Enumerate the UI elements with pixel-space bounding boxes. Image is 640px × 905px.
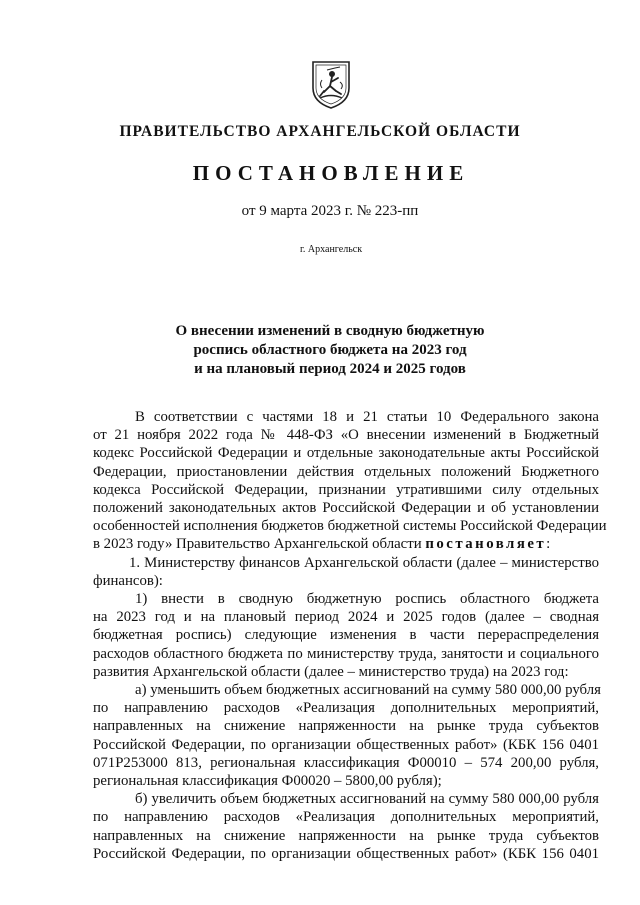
body-line: развития Архангельской области (далее – министерство труда) на 2023 год: <box>93 663 569 680</box>
body-line: а) уменьшить объем бюджетных ассигнований на сумму 580 000,00 рубля <box>135 682 601 699</box>
document-body <box>93 408 607 863</box>
body-line: кодекс Российской Федерации и отдельные законодательные акты Российской <box>93 445 599 462</box>
body-line: направленных на снижение напряженности на рынке труда субъектов <box>93 718 599 735</box>
document-title <box>160 322 500 379</box>
organization-name: ПРАВИТЕЛЬСТВО АРХАНГЕЛЬСКОЙ ОБЛАСТИ <box>119 123 521 140</box>
body-line: 1) внести в сводную бюджетную роспись областного бюджета <box>135 591 599 608</box>
body-line: 071Р253000 813, региональная классификация Ф00010 – 574 200,00 рубля, <box>93 754 599 771</box>
body-line: региональная классификация Ф00020 – 5800,00 рубля); <box>93 773 442 790</box>
body-line: положений законодательных актов Российской Федерации и об установлении <box>93 500 599 517</box>
body-line: направленных на снижение напряженности на рынке труда субъектов <box>93 827 599 844</box>
body-line: 1. Министерству финансов Архангельской области (далее – министерство <box>129 554 599 571</box>
body-line: В соответствии с частями 18 и 21 статьи 10 Федерального закона <box>135 409 599 425</box>
body-line <box>93 535 599 553</box>
body-line: Российской Федерации, по организации общественных работ» (КБК 156 0401 <box>93 845 599 862</box>
body-line: кодекса Российской Федерации, признании утратившими силу отдельных <box>93 481 599 498</box>
body-line: финансов): <box>93 572 163 589</box>
document-type: ПОСТАНОВЛЕНИЕ <box>192 161 470 185</box>
body-line: Российской Федерации, по организации общественных работ» (КБК 156 0401 <box>93 736 599 753</box>
resolution-keyword: постановляет <box>425 536 547 553</box>
body-text: : <box>546 536 551 553</box>
body-line: особенностей исполнения бюджетов бюджетной системы Российской Федерации <box>93 518 607 535</box>
document-date-number: от 9 марта 2023 г. № 223-пп <box>241 203 419 219</box>
body-line: по направлению расходов «Реализация дополнительных мероприятий, <box>93 700 599 717</box>
body-line: расходов областного бюджета по министерству труда, занятости и социального <box>93 645 599 662</box>
body-line: по направлению расходов «Реализация дополнительных мероприятий, <box>93 809 599 826</box>
body-line: бюджетная роспись) следующие изменения в части перераспределения <box>93 627 599 644</box>
body-line: Федерации, приостановлении действия отдельных положений Бюджетного <box>93 463 599 480</box>
title-line: О внесении изменений в сводную бюджетную <box>175 323 485 339</box>
body-line: б) увеличить объем бюджетных ассигнований на сумму 580 000,00 рубля <box>135 791 599 808</box>
body-line: от 21 ноября 2022 года № 448-ФЗ «О внесении изменений в Бюджетный <box>93 427 599 444</box>
body-line: на 2023 год и на плановый период 2024 и 2025 годов (далее – сводная <box>93 609 599 626</box>
document-city: г. Архангельск <box>299 244 363 255</box>
title-line: и на плановый период 2024 и 2025 годов <box>194 361 466 377</box>
body-text: в 2023 году» Правительство Архангельской области <box>93 536 426 553</box>
title-line: роспись областного бюджета на 2023 год <box>193 342 467 358</box>
coat-of-arms-icon <box>310 58 352 110</box>
